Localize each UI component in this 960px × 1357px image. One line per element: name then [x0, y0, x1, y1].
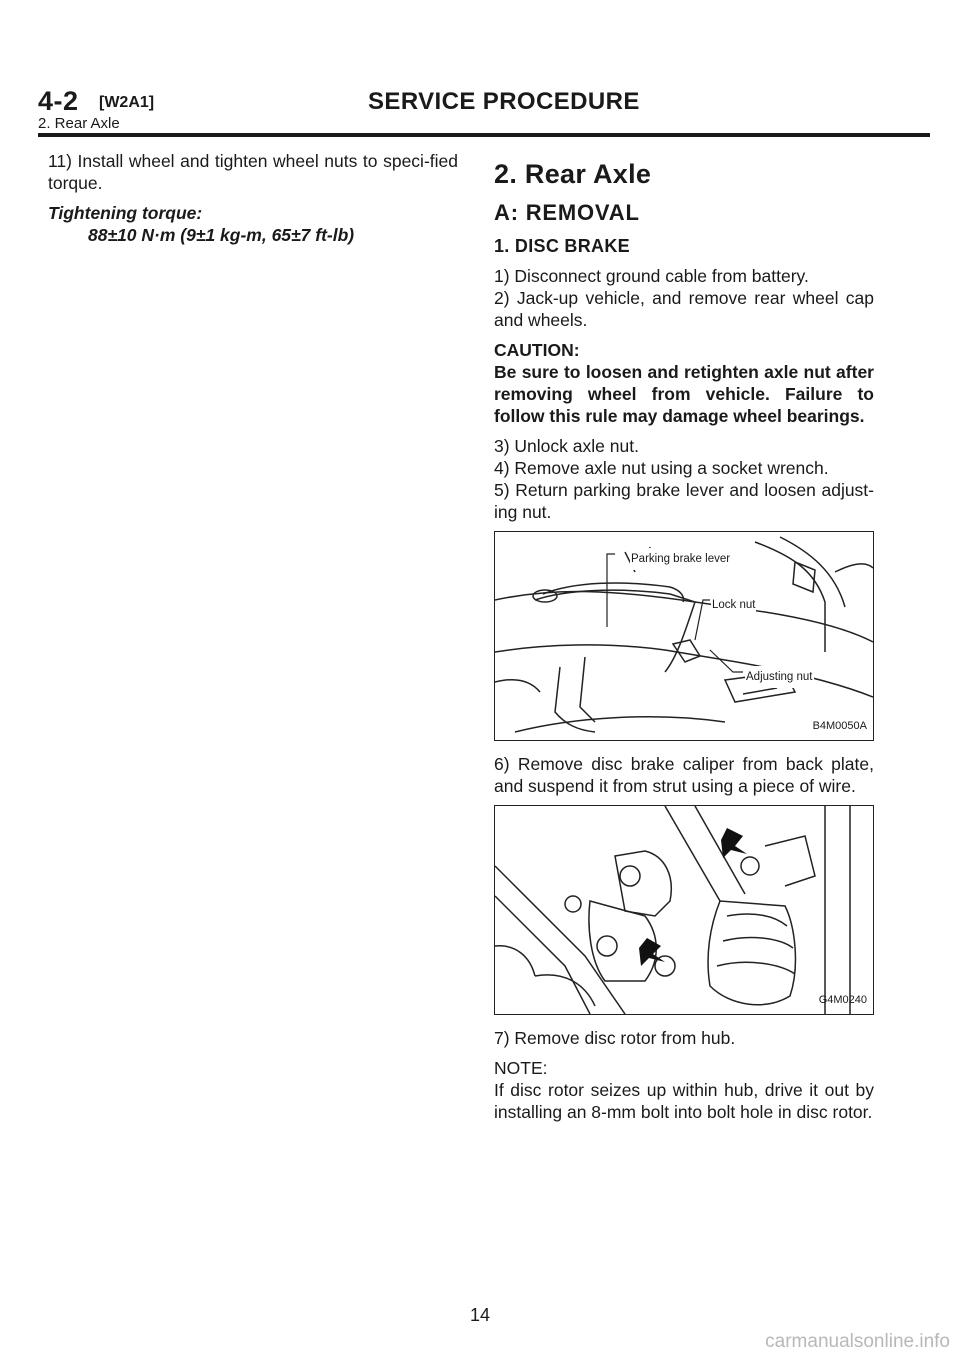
step-1: 1) Disconnect ground cable from battery. — [494, 266, 809, 286]
caliper-illustration — [495, 806, 873, 1014]
subsection-title: 2. Rear Axle — [38, 115, 120, 132]
torque-label: Tightening torque: — [48, 203, 203, 223]
step-2: 2) Jack-up vehicle, and remove rear wheel cap and wheels. — [494, 288, 874, 330]
figure-parking-brake — [494, 531, 874, 741]
left-column — [48, 150, 458, 254]
label-lock-nut: Lock nut — [711, 594, 756, 616]
disc-brake-heading: 1. DISC BRAKE — [494, 236, 630, 256]
note-text: If disc rotor seizes up within hub, drive it out by installing an 8-mm bolt into bolt hole in disc rotor. — [494, 1080, 874, 1122]
figure-code: B4M0050A — [812, 720, 867, 732]
step-7: 7) Remove disc rotor from hub. — [494, 1028, 736, 1048]
header-rule — [38, 133, 930, 137]
figure-caliper — [494, 805, 874, 1015]
caution-text: Be sure to loosen and retighten axle nut after removing wheel from vehicle. Failure to follow this rule may damage wheel bearings. — [494, 362, 874, 426]
section-heading: 2. Rear Axle — [494, 159, 652, 189]
page-header — [38, 86, 928, 130]
watermark: carmanualsonline.info — [765, 1331, 950, 1352]
note-label: NOTE: — [494, 1058, 548, 1078]
section-number: 4-2 — [38, 86, 79, 116]
removal-heading: A: REMOVAL — [494, 200, 640, 225]
step-11: 11) Install wheel and tighten wheel nuts to speci-fied torque. — [48, 151, 458, 193]
step-6: 6) Remove disc brake caliper from back plate, and suspend it from strut using a piece of wire. — [494, 754, 874, 796]
page-number: 14 — [469, 1305, 491, 1325]
section-code: [W2A1] — [99, 94, 155, 111]
torque-value: 88±10 N·m (9±1 kg-m, 65±7 ft-lb) — [88, 225, 355, 245]
step-3: 3) Unlock axle nut. — [494, 436, 639, 456]
caution-label: CAUTION: — [494, 340, 580, 360]
figure-code: G4M0240 — [818, 994, 867, 1006]
section-title: SERVICE PROCEDURE — [368, 88, 640, 115]
step-4: 4) Remove axle nut using a socket wrench. — [494, 458, 829, 478]
label-adjusting-nut: Adjusting nut — [745, 666, 814, 688]
label-parking-brake-lever: Parking brake lever — [630, 548, 731, 570]
step-5: 5) Return parking brake lever and loosen adjust-ing nut. — [494, 480, 874, 522]
right-column — [494, 150, 874, 1131]
